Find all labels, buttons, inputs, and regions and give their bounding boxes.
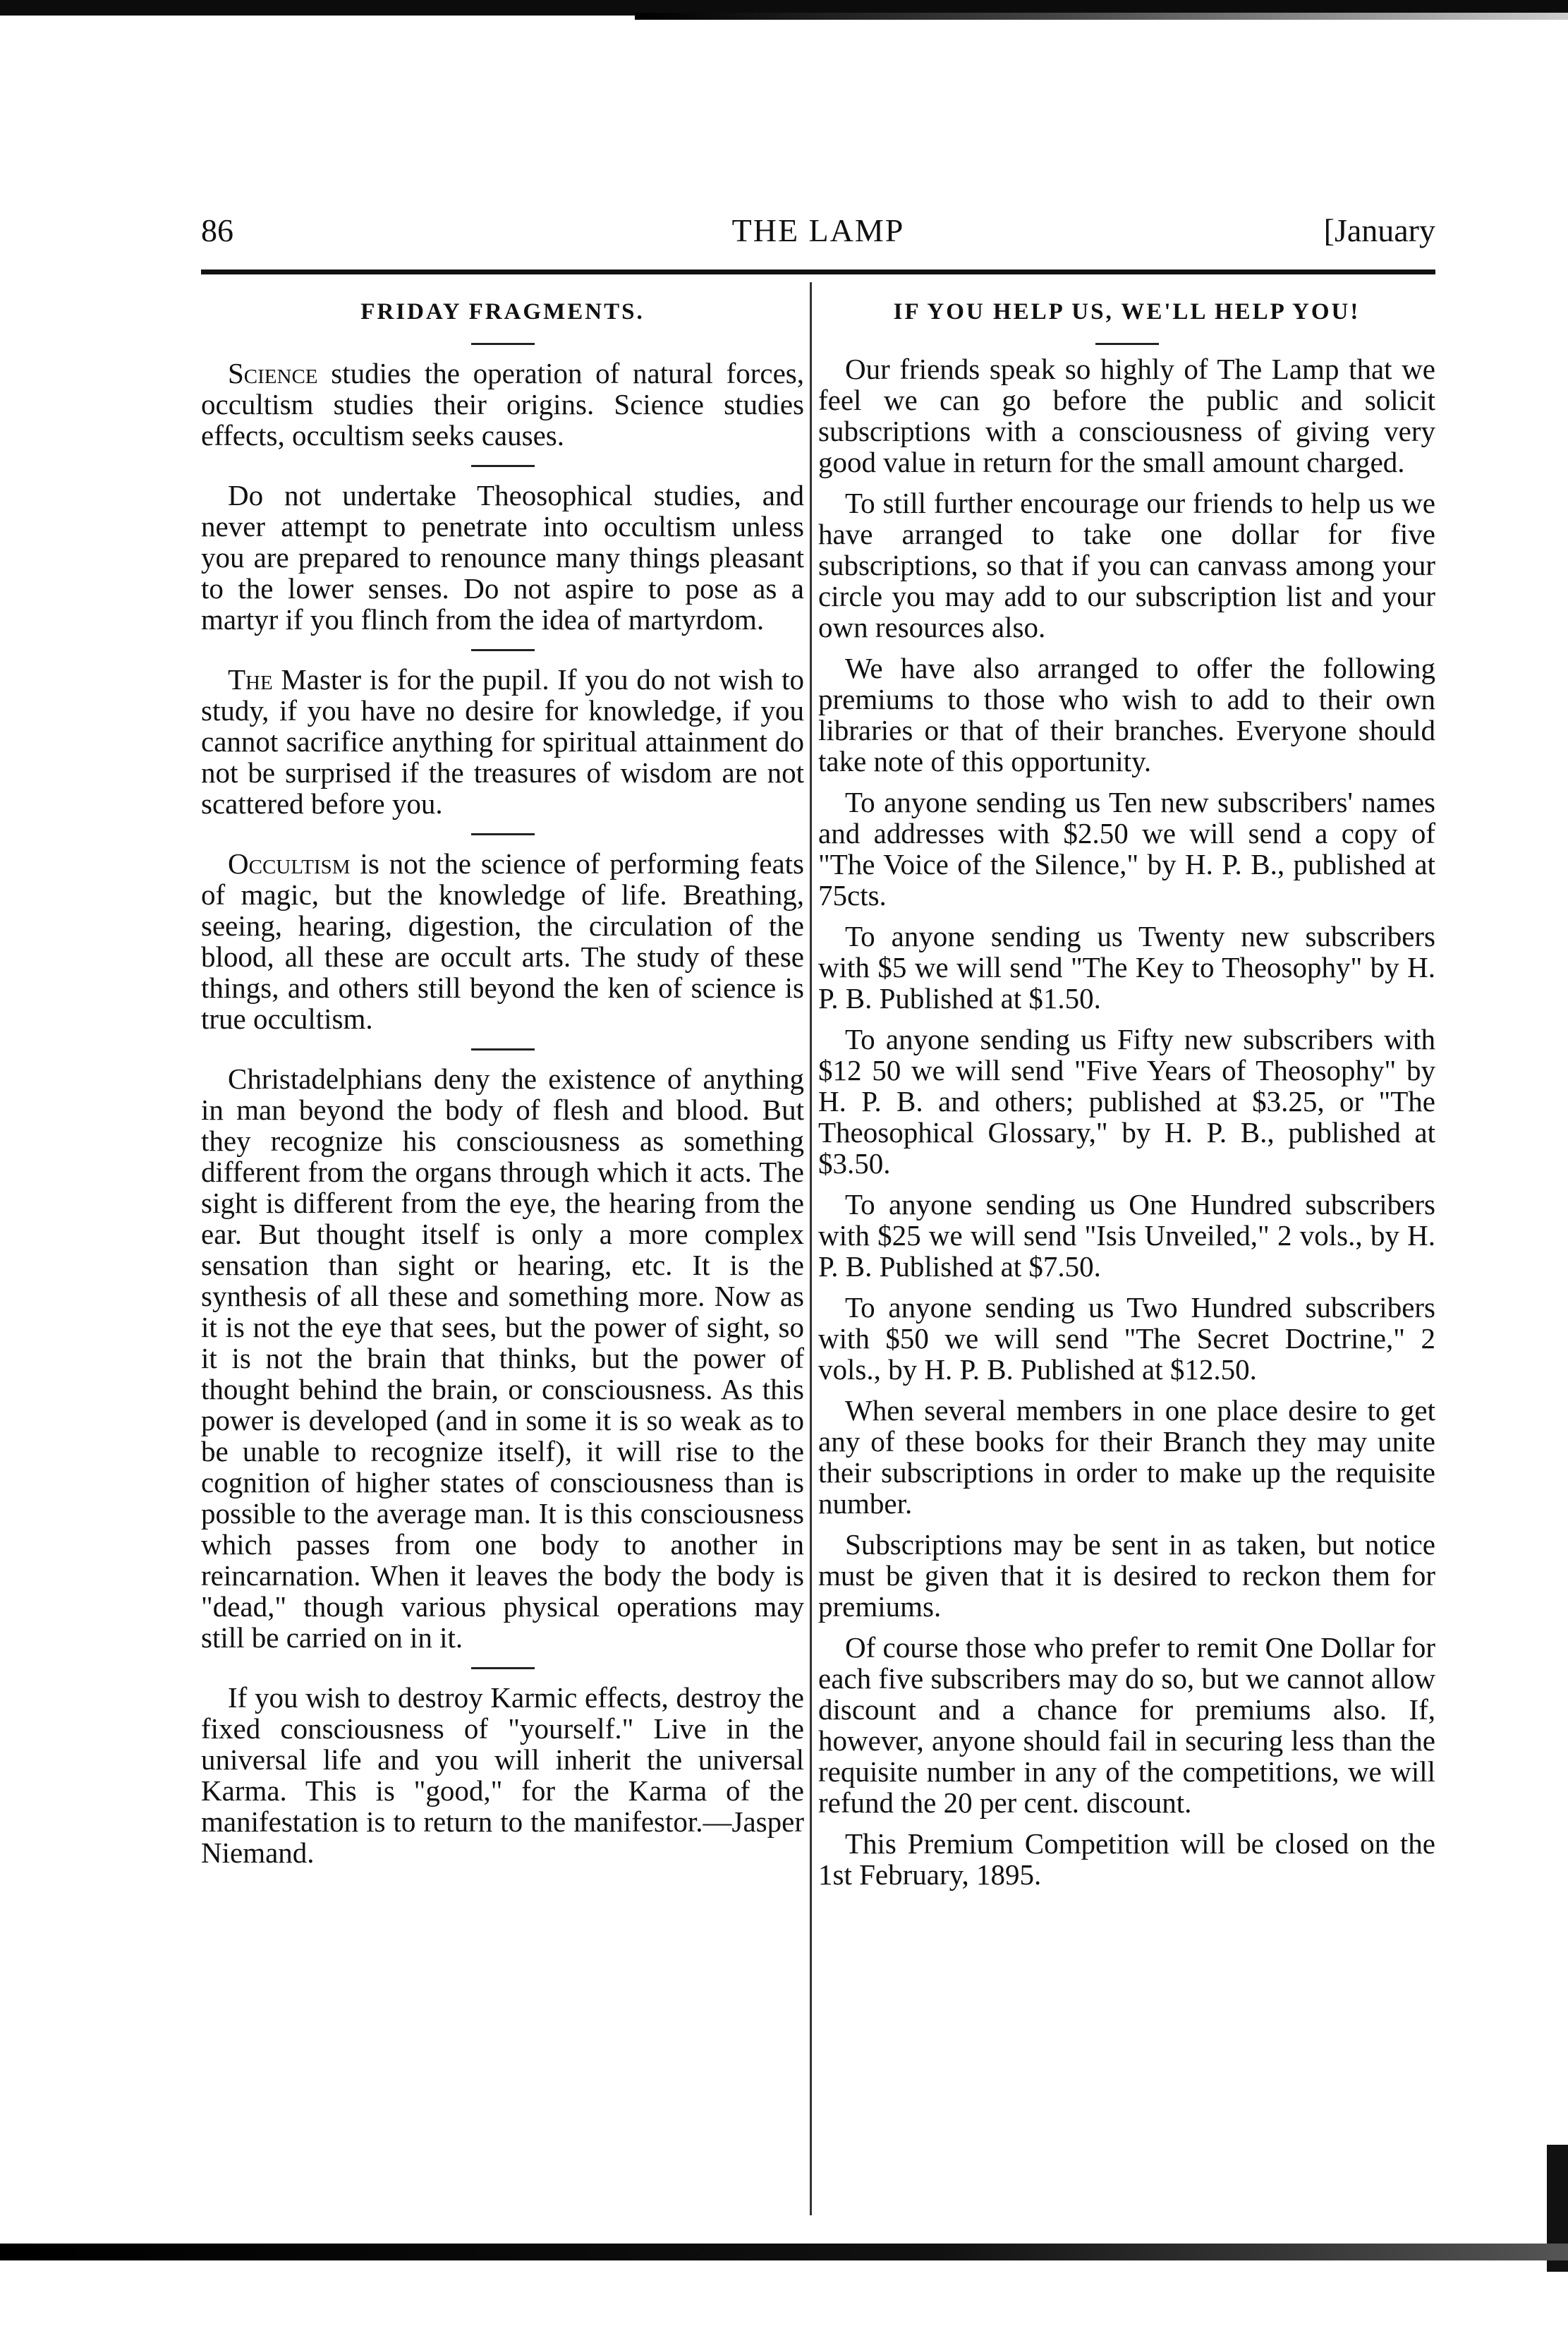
paragraph-competition-closed — [818, 1828, 1435, 1890]
paragraph-text: To anyone sending us Twenty new subscribers with $5 we will send "The Key to Theosophy" by H. P. B. Published at $1.50. — [818, 920, 1435, 1015]
paragraph-text: Do not undertake Theosophical studies, and never attempt to penetrate into occultism unless you are prepared to renounce many things pleasant to the lower senses. Do not aspire to pose as a martyr if you flinch from the idea of martyrdom. — [201, 479, 804, 636]
paragraph-occultism — [201, 848, 804, 1034]
right-column — [818, 282, 1435, 1900]
heading-rule — [1095, 343, 1159, 345]
paragraph-text: studies the operation of natural forces, occultism studies their origins. Science studies effects, occultism seeks causes. — [201, 357, 804, 452]
paragraph-lead: The — [228, 663, 273, 696]
paragraph-friends — [818, 353, 1435, 478]
paragraph-encourage — [818, 488, 1435, 643]
paragraph-text: Our friends speak so highly of The Lamp that we feel we can go before the public and solicit subscriptions with a consciousness of giving very good value in return for the small amount charged. — [818, 353, 1435, 478]
paragraph-text: When several members in one place desire to get any of these books for their Branch they may unite their subscriptions in order to make up the requisite number. — [818, 1394, 1435, 1520]
section-rule — [471, 465, 535, 467]
section-rule — [471, 1667, 535, 1669]
left-column-heading: FRIDAY FRAGMENTS. — [360, 299, 645, 325]
paragraph-hundred-subscribers — [818, 1189, 1435, 1282]
paragraph-undertake — [201, 480, 804, 635]
paragraph-text: To anyone sending us Two Hundred subscribers with $50 we will send "The Secret Doctrine," 2 vols., by H. P. B. Published at $12.50. — [818, 1291, 1435, 1386]
paragraph-several-members — [818, 1395, 1435, 1519]
journal-title: THE LAMP — [731, 212, 905, 248]
left-column — [201, 282, 804, 1882]
top-scan-border-shade — [635, 13, 1568, 20]
right-column-heading: IF YOU HELP US, WE'LL HELP YOU! — [893, 299, 1361, 325]
paragraph-remit — [818, 1632, 1435, 1818]
page-header — [201, 212, 1435, 254]
paragraph-master — [201, 664, 804, 819]
section-rule — [471, 1048, 535, 1051]
paragraph-text: Christadelphians deny the existence of anything in man beyond the body of flesh and blood. But they recognize his consciousness as something different from the organs through which it acts. The sight is different from the eye, the hearing from the ear. But thought itself is only a more complex sensation than sight or hearing, etc. It is the synthesis of all these and something more. Now as it is not the eye that sees, but the power of sight, so it is not the brain that thinks, but the power of thought behind the brain, or consciousness. As this power is developed (and in some it is so weak as to be unable to recognize itself), it will rise to the cognition of higher states of consciousness than is possible to the average man. It is this consciousness which passes from one body to another in reincarnation. When it leaves the body the body is "dead," though various physical operations may still be carried on in it. — [201, 1062, 804, 1654]
paragraph-text: To anyone sending us Ten new subscribers' names and addresses with $2.50 we will send a copy of "The Voice of the Silence," by H. P. B., published at 75cts. — [818, 786, 1435, 912]
issue-month: [January — [1323, 212, 1435, 248]
bottom-scan-border — [0, 2244, 1568, 2260]
header-rule — [201, 270, 1435, 274]
paragraph-lead: Occultism — [228, 847, 351, 880]
page-number: 86 — [201, 212, 233, 248]
paragraph-twenty-subscribers — [818, 921, 1435, 1014]
heading-rule — [471, 343, 535, 345]
paragraph-lead: Science — [228, 357, 318, 389]
section-rule — [471, 833, 535, 835]
paragraph-text: Master is for the pupil. If you do not wish to study, if you have no desire for knowledge, if you cannot sacrifice anything for spiritual attainment do not be surprised if the treasures of wisdom are not scattered before you. — [201, 663, 804, 820]
paragraph-text: We have also arranged to offer the following premiums to those who wish to add to their own libraries or that of their branches. Everyone should take note of this opportunity. — [818, 652, 1435, 777]
column-divider — [810, 282, 812, 2215]
paragraph-subscriptions-sent — [818, 1529, 1435, 1622]
paragraph-text: Subscriptions may be sent in as taken, but notice must be given that it is desired to reckon them for premiums. — [818, 1528, 1435, 1623]
paragraph-fifty-subscribers — [818, 1024, 1435, 1179]
paragraph-karmic — [201, 1682, 804, 1868]
paragraph-text: is not the science of performing feats of magic, but the knowledge of life. Breathing, seeing, hearing, digestion, the circulation of the blood, all these are occult arts. The study of these things, and others still beyond the ken of science is true occultism. — [201, 847, 804, 1035]
paragraph-two-hundred-subscribers — [818, 1292, 1435, 1385]
paragraph-science — [201, 358, 804, 451]
paragraph-text: Of course those who prefer to remit One Dollar for each five subscribers may do so, but we cannot allow discount and a chance for premiums also. If, however, anyone should fail in securing less than the requisite number in any of the competitions, we will refund the 20 per cent. discount. — [818, 1631, 1435, 1819]
paragraph-premiums — [818, 653, 1435, 777]
paragraph-christadelphians — [201, 1063, 804, 1653]
paragraph-text: To still further encourage our friends to help us we have arranged to take one dollar for five subscriptions, so that if you can canvass among your circle you may add to our subscription list and your own resources also. — [818, 487, 1435, 643]
paragraph-ten-subscribers — [818, 787, 1435, 911]
paragraph-text: If you wish to destroy Karmic effects, destroy the fixed consciousness of "yourself." Live in the universal life and you will inherit the universal Karma. This is "good," for the Karma of the manifestation is to return to the manifestor.—Jasper Niemand. — [201, 1681, 804, 1869]
paragraph-text: To anyone sending us Fifty new subscribers with $12 50 we will send "Five Years of Theosophy" by H. P. B. and others; published at $3.25, or "The Theosophical Glossary," by H. P. B., published at $3.50. — [818, 1023, 1435, 1180]
paragraph-text: This Premium Competition will be closed on the 1st February, 1895. — [818, 1827, 1435, 1891]
paragraph-text: To anyone sending us One Hundred subscribers with $25 we will send "Isis Unveiled," 2 vols., by H. P. B. Published at $7.50. — [818, 1188, 1435, 1283]
section-rule — [471, 649, 535, 651]
